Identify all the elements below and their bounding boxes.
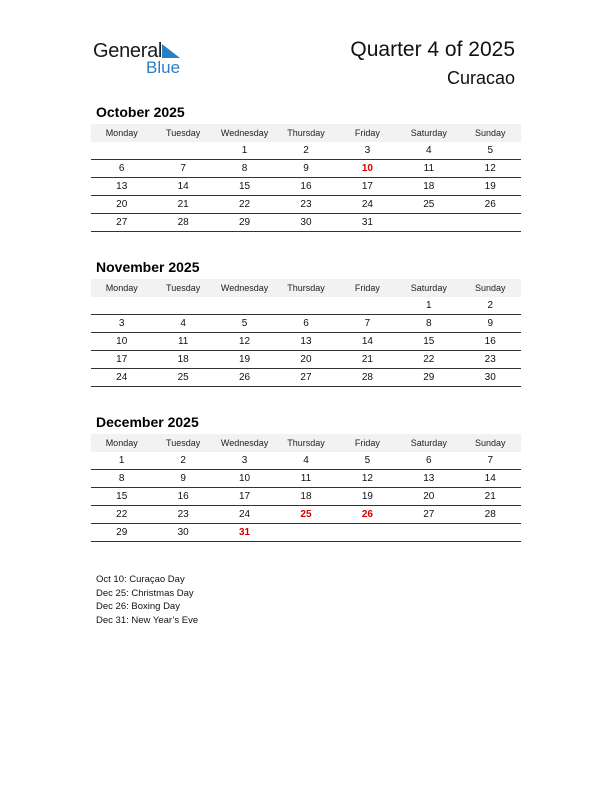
holiday-list [96, 573, 198, 627]
day-cell: 17 [361, 181, 373, 192]
day-cell: 15 [116, 491, 128, 502]
week-row [91, 369, 521, 387]
day-cell: 17 [238, 491, 251, 502]
day-cell: 18 [177, 354, 189, 365]
day-cell [91, 297, 152, 314]
day-cell: 1 [118, 455, 125, 466]
day-cell: 14 [484, 473, 496, 484]
day-cell: 6 [118, 163, 125, 174]
day-cell: 10 [238, 473, 251, 484]
week-row [91, 196, 521, 214]
weekday-header [91, 434, 521, 452]
day-cell: 8 [426, 318, 432, 329]
day-cell: 27 [300, 372, 312, 383]
day-cell: 22 [238, 199, 251, 210]
day-cell: 23 [300, 199, 312, 210]
day-cell [214, 297, 275, 314]
week-row [91, 452, 521, 470]
month-november [91, 258, 521, 387]
week-row [91, 333, 521, 351]
day-cell: 7 [180, 163, 186, 174]
day-cell: 1 [426, 300, 432, 311]
weekday-label-wednesday: Wednesday [220, 283, 269, 293]
day-cell: 22 [116, 509, 128, 520]
day-cell: 19 [484, 181, 496, 192]
weekday-label-tuesday: Tuesday [166, 438, 201, 448]
day-cell: 6 [426, 455, 432, 466]
day-cell: 20 [116, 199, 128, 210]
week-row [91, 315, 521, 333]
day-cell: 30 [300, 217, 312, 228]
day-cell: 29 [423, 372, 435, 383]
day-cell: 9 [180, 473, 186, 484]
logo-word-blue: Blue [146, 58, 181, 77]
day-cell: 25 [177, 372, 189, 383]
day-cell: 20 [423, 491, 435, 502]
day-cell [460, 524, 521, 541]
weekday-label-monday: Monday [105, 438, 138, 448]
day-cell: 2 [303, 145, 309, 156]
day-cell: 17 [116, 354, 128, 365]
weekday-label-tuesday: Tuesday [166, 283, 201, 293]
day-cell: 7 [364, 318, 371, 329]
day-cell: 15 [423, 336, 435, 347]
day-cell: 26 [484, 199, 496, 210]
holiday-day-cell: 10 [361, 163, 373, 174]
day-cell: 13 [116, 181, 128, 192]
day-cell: 7 [487, 455, 494, 466]
day-cell: 9 [487, 318, 494, 329]
weekday-label-sunday: Sunday [474, 128, 506, 138]
day-cell [398, 524, 459, 541]
weekday-label-friday: Friday [354, 128, 380, 138]
day-cell: 19 [361, 491, 373, 502]
day-cell: 24 [361, 199, 373, 210]
day-cell [275, 524, 336, 541]
day-cell: 24 [116, 372, 128, 383]
week-row [91, 524, 521, 542]
day-cell: 13 [300, 336, 312, 347]
day-cell: 30 [484, 372, 496, 383]
weekday-label-monday: Monday [105, 128, 138, 138]
day-cell: 10 [116, 336, 128, 347]
day-cell: 2 [180, 455, 186, 466]
day-cell: 25 [423, 199, 435, 210]
day-cell [152, 142, 213, 159]
day-cell: 4 [426, 145, 432, 156]
day-cell: 22 [423, 354, 435, 365]
day-cell: 19 [238, 354, 251, 365]
day-cell: 4 [303, 455, 309, 466]
generalblue-logo [93, 40, 193, 80]
weekday-label-saturday: Saturday [410, 438, 447, 448]
day-cell: 11 [423, 163, 435, 174]
month-title: November 2025 [96, 259, 200, 275]
holiday-day-cell: 25 [300, 509, 312, 520]
weekday-header [91, 279, 521, 297]
day-cell: 28 [361, 372, 373, 383]
weekday-label-thursday: Thursday [287, 283, 325, 293]
month-grid [91, 297, 521, 387]
day-cell: 8 [118, 473, 125, 484]
day-cell: 29 [116, 527, 128, 538]
weekday-label-friday: Friday [354, 283, 380, 293]
day-cell: 21 [177, 199, 189, 210]
day-cell [460, 214, 521, 231]
holiday-item: Dec 26: Boxing Day [96, 601, 180, 612]
holiday-day-cell: 31 [238, 527, 251, 538]
day-cell: 11 [300, 473, 312, 484]
day-cell: 5 [241, 318, 248, 329]
weekday-label-wednesday: Wednesday [220, 438, 269, 448]
day-cell: 8 [241, 163, 248, 174]
page-title: Quarter 4 of 2025 [350, 38, 515, 61]
day-cell: 1 [241, 145, 248, 156]
day-cell: 12 [238, 336, 251, 347]
day-cell: 21 [484, 491, 496, 502]
day-cell: 18 [300, 491, 312, 502]
weekday-label-tuesday: Tuesday [166, 128, 201, 138]
day-cell: 16 [177, 491, 189, 502]
day-cell: 14 [361, 336, 373, 347]
day-cell: 28 [484, 509, 496, 520]
week-row [91, 351, 521, 369]
holiday-day-cell: 26 [361, 509, 373, 520]
day-cell [337, 524, 398, 541]
day-cell: 3 [241, 455, 248, 466]
week-row [91, 160, 521, 178]
day-cell: 29 [238, 217, 251, 228]
day-cell: 14 [177, 181, 189, 192]
week-row [91, 488, 521, 506]
holiday-item: Dec 31: New Year’s Eve [96, 614, 199, 626]
month-december [91, 413, 521, 542]
day-cell: 23 [484, 354, 496, 365]
logo-triangle-icon [160, 44, 182, 58]
day-cell: 18 [423, 181, 435, 192]
weekday-label-wednesday: Wednesday [220, 128, 269, 138]
country-name: Curacao [446, 68, 515, 88]
day-cell: 3 [364, 145, 371, 156]
day-cell: 23 [177, 509, 189, 520]
holiday-item: Oct 10: Curaçao Day [96, 574, 185, 585]
day-cell: 28 [177, 217, 189, 228]
day-cell [398, 214, 459, 231]
week-row [91, 470, 521, 488]
day-cell: 26 [238, 372, 251, 383]
day-cell: 30 [177, 527, 189, 538]
weekday-label-saturday: Saturday [410, 128, 447, 138]
week-row [91, 214, 521, 232]
weekday-label-thursday: Thursday [287, 438, 325, 448]
weekday-label-friday: Friday [354, 438, 380, 448]
weekday-label-sunday: Sunday [474, 438, 506, 448]
day-cell [275, 297, 336, 314]
week-row [91, 178, 521, 196]
day-cell: 27 [423, 509, 435, 520]
day-cell: 4 [180, 318, 186, 329]
day-cell: 11 [177, 336, 189, 347]
day-cell: 31 [361, 217, 373, 228]
day-cell: 6 [303, 318, 309, 329]
day-cell: 27 [116, 217, 128, 228]
week-row [91, 142, 521, 160]
day-cell: 16 [300, 181, 312, 192]
day-cell: 9 [303, 163, 309, 174]
holiday-item: Dec 25: Christmas Day [96, 587, 194, 599]
day-cell: 21 [361, 354, 373, 365]
day-cell [91, 142, 152, 159]
day-cell: 13 [423, 473, 435, 484]
day-cell: 16 [484, 336, 496, 347]
weekday-label-thursday: Thursday [287, 128, 325, 138]
day-cell: 5 [364, 455, 371, 466]
weekday-header [91, 124, 521, 142]
day-cell: 15 [238, 181, 251, 192]
weekday-label-saturday: Saturday [410, 283, 447, 293]
weekday-label-monday: Monday [105, 283, 138, 293]
day-cell [337, 297, 398, 314]
month-grid [91, 452, 521, 542]
weekday-label-sunday: Sunday [474, 283, 506, 293]
month-title: October 2025 [96, 104, 185, 120]
month-october [91, 103, 521, 232]
day-cell: 12 [361, 473, 373, 484]
day-cell: 5 [487, 145, 494, 156]
week-row [91, 506, 521, 524]
month-title: December 2025 [96, 414, 199, 430]
day-cell: 2 [487, 300, 494, 311]
day-cell [152, 297, 213, 314]
logo-word-general: General [93, 40, 163, 62]
day-cell: 20 [300, 354, 312, 365]
week-row [91, 297, 521, 315]
month-grid [91, 142, 521, 232]
day-cell: 12 [484, 163, 496, 174]
day-cell: 3 [118, 318, 125, 329]
day-cell: 24 [238, 509, 251, 520]
